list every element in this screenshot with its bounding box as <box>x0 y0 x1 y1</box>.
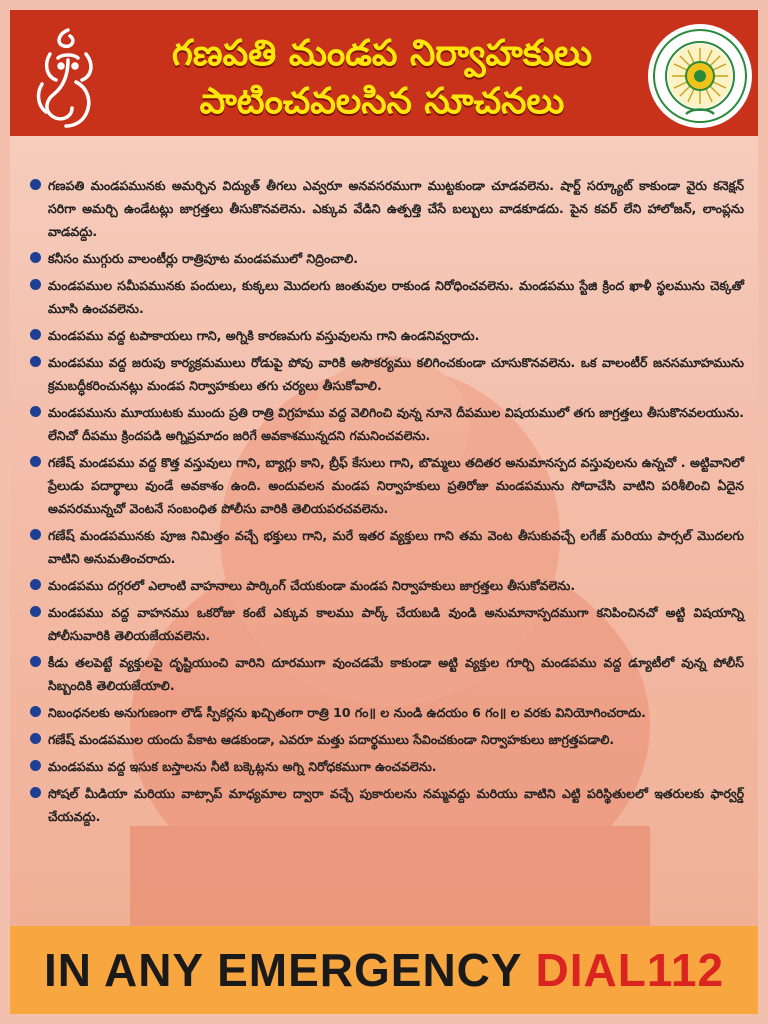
header-band <box>10 10 758 136</box>
instruction-text: సోషల్ మీడియా మరియు వాట్సాప్ మాధ్యమాల ద్వారా వచ్చే పుకారులను నమ్మవద్దు మరియు వాటిని ఎట్టి పరిస్థితులలో ఇతరులకు ఫార్వర్డ్ చేయవద్దు. <box>48 786 744 824</box>
list-item <box>28 524 744 570</box>
bullet-icon <box>30 529 41 540</box>
list-item <box>28 601 744 647</box>
bullet-icon <box>30 179 41 190</box>
instruction-text: కీడు తలపెట్టే వ్యక్తులపై దృష్టియుంచి వారిని దూరముగా వుంచడమే కాకుండా అట్టి వ్యక్తుల గూర్చి మండపము వద్ద డ్యూటీలో వున్న పోలీస్ సిబ్బందికి తెలియజేయాలి. <box>48 655 744 693</box>
bullet-icon <box>30 279 41 290</box>
instructions-panel <box>10 136 758 926</box>
bullet-icon <box>30 733 41 744</box>
list-item <box>28 701 744 724</box>
instruction-text: నిబంధనలకు అనుగుణంగా లౌడ్ స్పీకర్లను ఖచ్చితంగా రాత్రి 10 గం॥ ల నుండి ఉదయం 6 గం॥ ల వరకు వినియోగించరాదు. <box>48 705 646 720</box>
list-item <box>28 174 744 243</box>
list-item <box>28 574 744 597</box>
bullet-icon <box>30 656 41 667</box>
bullet-icon <box>30 579 41 590</box>
list-item <box>28 782 744 828</box>
ganesha-line-art-icon <box>28 24 110 130</box>
bullet-icon <box>30 706 41 717</box>
instruction-text: గణపతి మండపమునకు అమర్చిన విద్యుత్ తీగలు ఎవ్వరూ అనవసరముగా ముట్టకుండా చూడవలెను. షార్ట్ సర్క్యూట్ కాకుండా వైరు కనెక్షన్ సరిగా అమర్చి ఉండేటట్లు జాగ్రత్తలు తీసుకొనవలెను. ఎక్కువ వేడిని ఉత్పత్తి చేసే బల్బులు వాడకూడదు. పైన కవర్ లేని హాలోజన్, లాంప్లను వాడవద్దు. <box>48 178 744 239</box>
bullet-icon <box>30 356 41 367</box>
instruction-text: మండపము వద్ద టపాకాయలు గాని, అగ్నికి కారణమగు వస్తువులను గాని ఉండనివ్వరాదు. <box>48 328 480 343</box>
instruction-text: మండపము వద్ద జరుపు కార్యక్రమములు రోడుపై పోవు వారికి అసౌకర్యము కలిగించకుండా చూసుకొనవలెను. ఒక వాలంటీర్ జనసమూహమును క్రమబద్ధీకరించునట్లు మండప నిర్వాహకులు తగు చర్యలు తీసుకోవాలి. <box>48 355 744 393</box>
bullet-icon <box>30 406 41 417</box>
instruction-text: గణేష్ మండపమునకు పూజ నిమిత్తం వచ్చే భక్తులు గాని, మరే ఇతర వ్యక్తులు గాని తమ వెంట తీసుకువచ్చే లగేజ్ మరియు పార్సల్ మొదలగు వాటిని అనుమతించరాదు. <box>48 528 744 566</box>
instruction-text: మండపము వద్ద వాహనము ఒకరోజు కంటే ఎక్కువ కాలము పార్క్ చేయబడి వుండి అనుమానాస్పదముగా కనిపించినచో అట్టి విషయాన్ని పోలీసువారికి తెలియజేయవలెను. <box>48 605 744 643</box>
andhra-pradesh-police-seal-icon <box>648 24 752 128</box>
list-item <box>28 755 744 778</box>
list-item <box>28 274 744 320</box>
instruction-text: మండపము దగ్గరలో ఎలాంటి వాహనాలు పార్కింగ్ చేయకుండా మండప నిర్వాహకులు జాగ్రత్తలు తీసుకోవలెను. <box>48 578 576 593</box>
list-item <box>28 324 744 347</box>
instruction-text: మండపము వద్ద ఇసుక బస్తాలను నీటి బక్కెట్లను అగ్ని నిరోధకముగా ఉంచవలెను. <box>48 759 437 774</box>
instruction-text: గణేష్ మండపముల యందు పేకాట ఆడకుండా, ఎవరూ మత్తు పదార్థములు సేవించకుండా నిర్వాహకులు జాగ్రత్తపడాలి. <box>48 732 615 747</box>
emergency-label: IN ANY EMERGENCY <box>43 944 522 996</box>
list-item <box>28 451 744 520</box>
instruction-text: కనీసం ముగ్గురు వాలంటీర్లు రాత్రిపూట మండపములో నిద్రించాలి. <box>48 251 359 266</box>
bullet-icon <box>30 329 41 340</box>
dial-number: DIAL112 <box>535 944 725 996</box>
instruction-text: గణేష్ మండపము వద్ద కొత్త వస్తువులు గాని, బ్యాగ్లు కాని, బ్రీఫ్ కేసులు గాని, బొమ్మలు తదితర అనుమానస్పద వస్తువులను ఉన్నచో . అట్టివానిలో ప్రేలుడు పదార్థాలు వుండే అవకాశం ఉంది. అందువలన మండప నిర్వాహకులు ప్రతిరోజు మండపమును సోదాచేసి వాటిని పరిశీలించి ఏదైన అవసరమున్నచో వెంటనే సంబంధిత పోలీసు వారికి తెలియపరచవలెను. <box>48 455 744 516</box>
bullet-icon <box>30 456 41 467</box>
page-title <box>122 30 642 126</box>
bullet-icon <box>30 760 41 771</box>
instruction-text: మండపమును మూయుటకు ముందు ప్రతి రాత్రి విగ్రహము వద్ద వెలిగించి వున్న నూనె దీపముల విషయములో తగు జాగ్రత్తలు తీసుకొనవలయును. లేనిచో దీపము క్రిందపడి అగ్నిప్రమాదం జరిగే అవకాశమున్నదని గమనించవలెను. <box>48 405 744 443</box>
list-item <box>28 247 744 270</box>
title-line-2: పాటించవలసిన సూచనలు <box>199 81 565 122</box>
emergency-text <box>44 940 724 1000</box>
list-item <box>28 651 744 697</box>
bullet-icon <box>30 606 41 617</box>
bullet-icon <box>30 252 41 263</box>
instruction-text: మండపముల సమీపమునకు పందులు, కుక్కలు మొదలగు జంతువుల రాకుండ నిరోధించవలెను. మండపము స్టేజి క్రింద ఖాళీ స్థలమును చెక్కతో మూసి ఉంచవలెను. <box>48 278 744 316</box>
title-line-1: గణపతి మండప నిర్వాహకులు <box>171 33 593 74</box>
instruction-list <box>28 174 744 832</box>
list-item <box>28 401 744 447</box>
bullet-icon <box>30 787 41 798</box>
list-item <box>28 351 744 397</box>
emergency-banner <box>10 926 758 1014</box>
list-item <box>28 728 744 751</box>
